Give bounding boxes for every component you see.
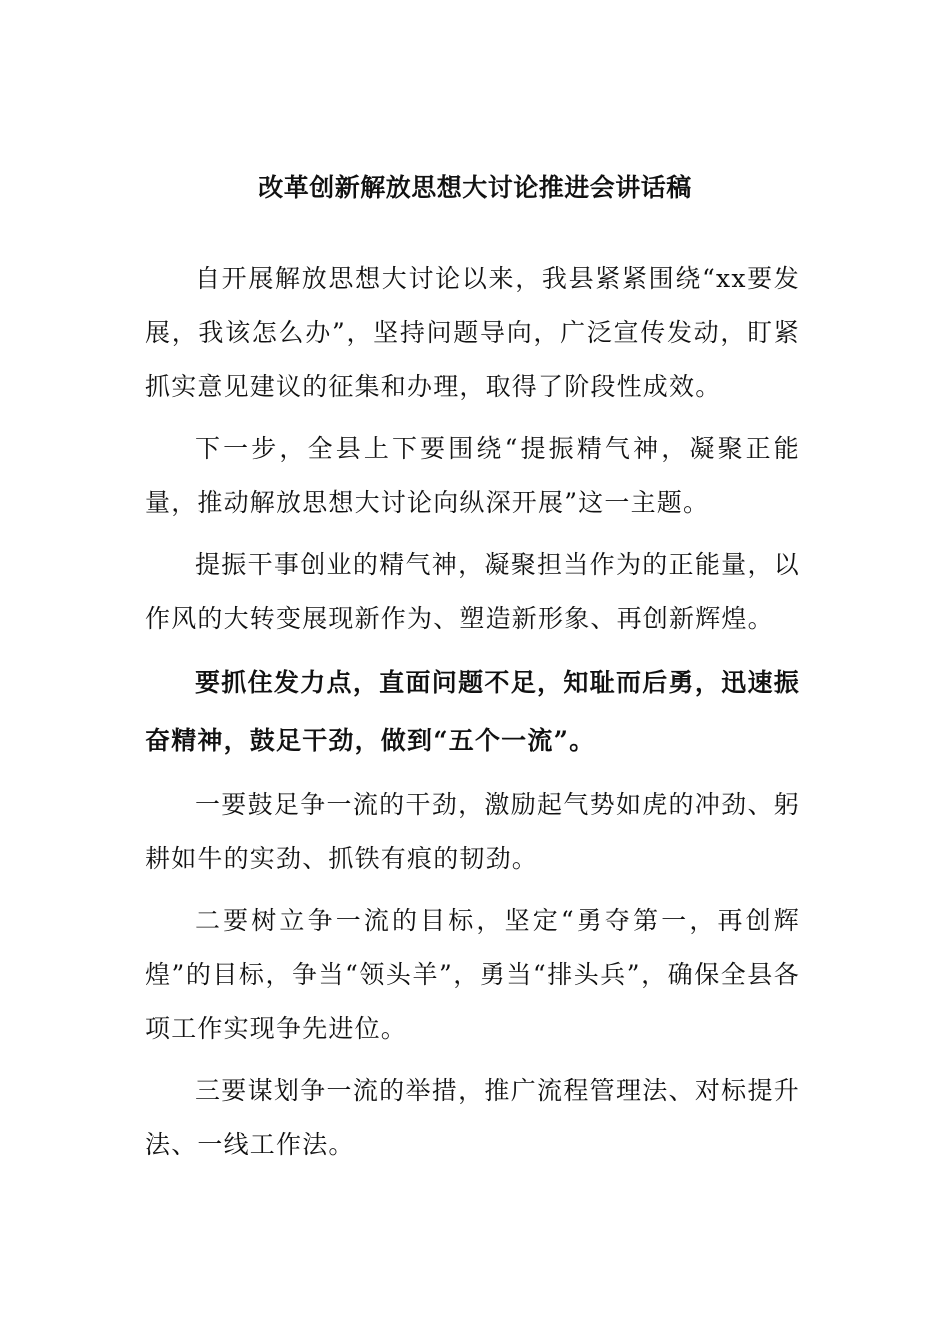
document-body <box>145 252 800 1180</box>
paragraph-2: 下一步，全县上下要围绕“提振精气神，凝聚正能量，推动解放思想大讨论向纵深开展”这一主题。 <box>145 434 800 517</box>
paragraph-3: 提振干事创业的精气神，凝聚担当作为的正能量，以作风的大转变展现新作为、塑造新形象、再创新辉煌。 <box>145 550 800 633</box>
paragraph-4-bold: 要抓住发力点，直面问题不足，知耻而后勇，迅速振奋精神，鼓足干劲，做到“五个一流”。 <box>145 668 800 755</box>
paragraph-6: 二要树立争一流的目标，坚定“勇夺第一，再创辉煌”的目标，争当“领头羊”，勇当“排头兵”，确保全县各项工作实现争先进位。 <box>145 906 800 1043</box>
paragraph-1: 自开展解放思想大讨论以来，我县紧紧围绕“xx要发展，我该怎么办”，坚持问题导向，广泛宣传发动，盯紧抓实意见建议的征集和办理，取得了阶段性成效。 <box>145 264 800 401</box>
paragraph-5: 一要鼓足争一流的干劲，激励起气势如虎的冲劲、躬耕如牛的实劲、抓铁有痕的韧劲。 <box>145 790 800 873</box>
document-title: 改革创新解放思想大讨论推进会讲话稿 <box>258 173 692 202</box>
paragraph-7: 三要谋划争一流的举措，推广流程管理法、对标提升法、一线工作法。 <box>145 1076 800 1159</box>
